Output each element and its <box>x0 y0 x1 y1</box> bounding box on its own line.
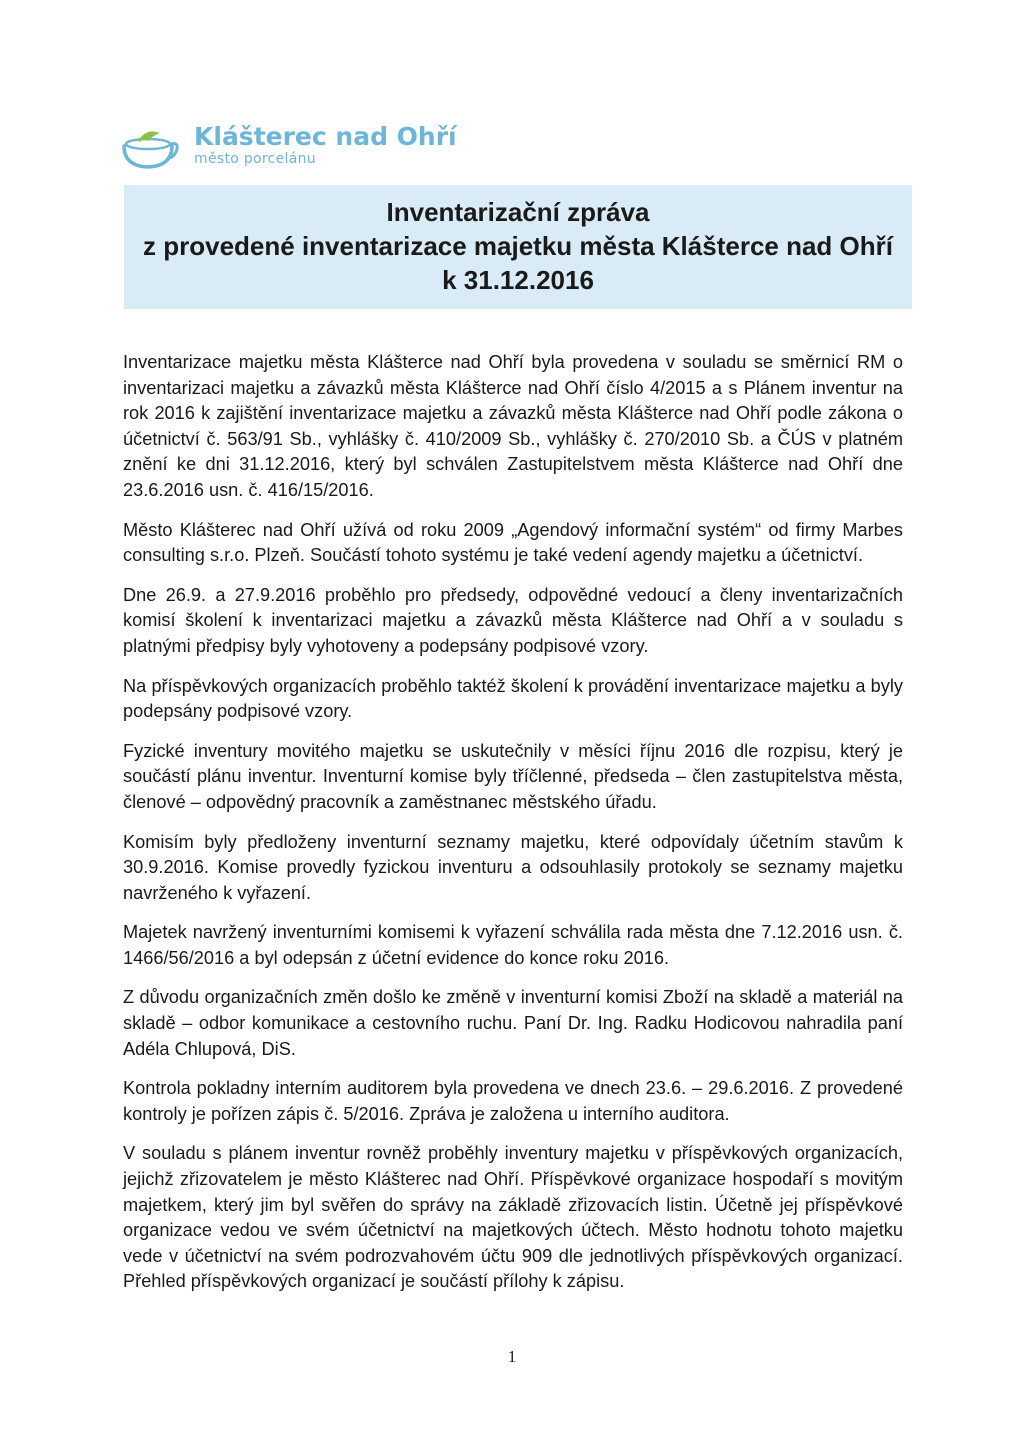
paragraph-10: V souladu s plánem inventur rovněž proběhly inventury majetku v příspěvkových organizacích, jejichž zřizovatelem je město Klášterec nad Ohří. Příspěvkové organizace hospodaří s movitým majetkem, který jim byl svěřen do správy na základě zřizovacích listin. Účetně jej příspěvkové organizace vedou ve svém účetnictví na majetkových účtech. Město hodnotu tohoto majetku vede v účetnictví na svém podrozvahovém účtu 909 dle jednotlivých příspěvkových organizací. Přehled příspěvkových organizací je součástí přílohy k zápisu. <box>123 1143 903 1292</box>
logo-name: Klášterec nad Ohří <box>194 122 457 151</box>
paragraph-9: Kontrola pokladny interním auditorem byla provedena ve dnech 23.6. – 29.6.2016. Z provedené kontroly je pořízen zápis č. 5/2016. Zpráva je založena u interního auditora. <box>123 1078 903 1124</box>
paragraph-2: Město Klášterec nad Ohří užívá od roku 2009 „Agendový informační systém“ od firmy Marbes consulting s.r.o. Plzeň. Součástí tohoto systému je také vedení agendy majetku a účetnictví. <box>123 519 903 566</box>
document-title: Inventarizační zpráva <box>386 197 650 227</box>
paragraph-8: Z důvodu organizačních změn došlo ke změně v inventurní komisi Zboží na skladě a materiál na skladě – odbor komunikace a cestovního ruchu. Paní Dr. Ing. Radku Hodicovou nahradila paní Adéla Chlupová, DiS. <box>123 987 903 1059</box>
logo-tagline: město porcelánu <box>194 151 316 167</box>
paragraph-5: Fyzické inventury movitého majetku se uskutečnily v měsíci říjnu 2016 dle rozpisu, který je součástí plánu inventur. Inventurní komise byly tříčlenné, předseda – člen zastupitelstva města, členové – odpovědný pracovník a zaměstnanec městského úřadu. <box>123 740 903 812</box>
document-body <box>123 350 903 1309</box>
porcelain-cup-icon <box>118 124 184 172</box>
paragraph-3: Dne 26.9. a 27.9.2016 proběhlo pro předsedy, odpovědné vedoucí a členy inventarizačních komisí školení k inventarizaci majetku a závazků města Klášterce nad Ohří a v souladu s platnými předpisy byly vyhotoveny a podepsány podpisové vzory. <box>123 584 903 656</box>
document-date: k 31.12.2016 <box>442 265 594 295</box>
paragraph-7: Majetek navržený inventurními komisemi k vyřazení schválila rada města dne 7.12.2016 usn. č. 1466/56/2016 a byl odepsán z účetní evidence do konce roku 2016. <box>123 922 903 968</box>
document-subtitle: z provedené inventarizace majetku města Klášterce nad Ohří <box>143 231 893 261</box>
paragraph-6: Komisím byly předloženy inventurní seznamy majetku, které odpovídaly účetním stavům k 30.9.2016. Komise provedly fyzickou inventuru a odsouhlasily protokoly se seznamy majetku navrženého k vyřazení. <box>123 831 903 903</box>
paragraph-4: Na příspěvkových organizacích proběhlo taktéž školení k provádění inventarizace majetku a byly podepsány podpisové vzory. <box>123 675 903 722</box>
page-number: 1 <box>507 1347 517 1366</box>
city-logo <box>118 118 478 178</box>
title-box <box>124 185 912 309</box>
paragraph-1: Inventarizace majetku města Klášterce nad Ohří byla provedena v souladu se směrnicí RM o inventarizaci majetku a závazků města Klášterce nad Ohří číslo 4/2015 a s Plánem inventur na rok 2016 k zajištění inventarizace majetku a závazků města Klášterce nad Ohří podle zákona o účetnictví č. 563/91 Sb., vyhlášky č. 410/2009 Sb., vyhlášky č. 270/2010 Sb. a ČÚS v platném znění ke dni 31.12.2016, který byl schválen Zastupitelstvem města Klášterce nad Ohří dne 23.6.2016 usn. č. 416/15/2016. <box>123 352 903 500</box>
